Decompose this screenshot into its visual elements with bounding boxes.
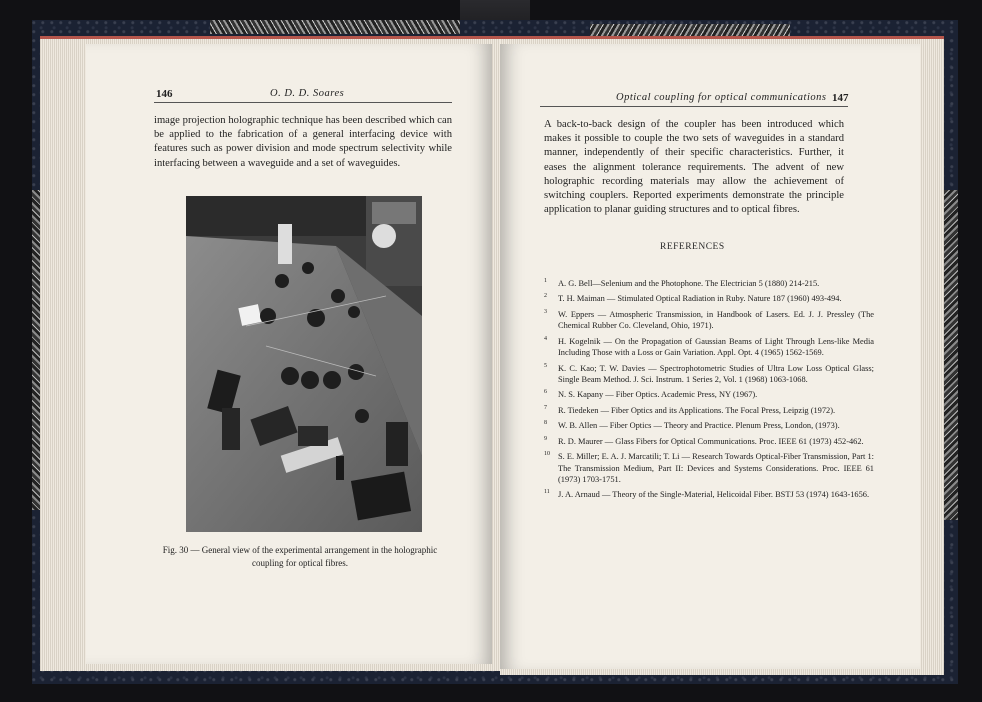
reference-text: K. C. Kao; T. W. Davies — Spectrophotometric Studies of Ultra Low Loss Optical Glass; Single Beam Method. J. Sci. Instrum. 1 Series 2, Vol. 1 (1968) 1063-1068.	[558, 363, 874, 384]
left-paragraph: image projection holographic technique has been described which can be applied to the fabrication of a general interfacing device with features such as power division and mode spectrum selectivity while interfacing between a waveguide and a set of waveguides.	[154, 115, 452, 169]
right-page	[500, 44, 920, 669]
experiment-photo	[186, 196, 422, 532]
marbled-cover-top-right	[590, 24, 790, 36]
reference-number: 2	[544, 293, 547, 300]
reference-item	[544, 436, 874, 447]
reference-number: 7	[544, 404, 547, 411]
reference-item	[544, 309, 874, 332]
reference-number: 8	[544, 420, 547, 427]
reference-number: 11	[544, 489, 550, 496]
right-running-head: Optical coupling for optical communications	[616, 92, 827, 103]
experiment-photo-drawing	[186, 196, 422, 532]
reference-number: 4	[544, 335, 547, 342]
caption-line-2: coupling for optical fibres.	[252, 557, 348, 568]
reference-item	[544, 451, 874, 485]
reference-item	[544, 420, 874, 431]
reference-number: 9	[544, 435, 547, 442]
right-paragraph: A back-to-back design of the coupler has been introduced which makes it possible to couple the two sets of waveguides in a standard manner, independently of their specific characteristics. Further, it eases the alignment tolerance requirements. The advent of new holographic recording materials may allow the achievement of switching couplers. Reported experiments demonstrate the principle application to planar guiding structures and to optical fibres.	[544, 119, 844, 216]
right-page-number: 147	[832, 92, 849, 104]
figure-caption	[150, 544, 450, 569]
reference-text: W. B. Allen — Fiber Optics — Theory and Practice. Plenum Press, London, (1973).	[558, 421, 840, 431]
reference-item	[544, 363, 874, 386]
reference-text: A. G. Bell—Selenium and the Photophone. The Electrician 5 (1880) 214-215.	[558, 279, 820, 288]
reference-number: 5	[544, 362, 547, 369]
reference-text: R. D. Maurer — Glass Fibers for Optical Communications. Proc. IEEE 61 (1973) 452-462.	[558, 436, 864, 446]
left-running-head: O. D. D. Soares	[270, 88, 345, 99]
reference-number: 6	[544, 389, 547, 396]
marbled-cover-right	[944, 190, 958, 520]
left-page-number: 146	[156, 88, 173, 100]
reference-item	[544, 336, 874, 359]
caption-line-1: Fig. 30 — General view of the experimental arrangement in the holographic	[162, 545, 438, 555]
reference-text: W. Eppers — Atmospheric Transmission, in Handbook of Lasers. Ed. J. J. Pressley (The Chemical Rubber Co. Cleveland, Ohio, 1971).	[558, 309, 874, 331]
reference-item	[544, 405, 874, 416]
reference-item	[544, 293, 874, 304]
left-page	[86, 44, 492, 664]
reference-text: S. E. Miller; E. A. J. Marcatili; T. Li — Research Towards Optical-Fiber Transmission, Part 1: The Transmission Medium, Part II: Devices and Systems Considerations. Proc. IEEE 61 (1973) 1703-1751.	[558, 452, 874, 484]
reference-number: 3	[544, 308, 547, 315]
right-header-rule	[540, 106, 848, 107]
references-heading: REFERENCES	[660, 242, 725, 252]
reference-text: T. H. Maiman — Stimulated Optical Radiation in Ruby. Nature 187 (1960) 493-494.	[558, 294, 842, 304]
marbled-cover-top-left	[210, 20, 460, 34]
reference-text: N. S. Kapany — Fiber Optics. Academic Press, NY (1967).	[558, 390, 758, 400]
reference-text: J. A. Arnaud — Theory of the Single-Material, Helicoidal Fiber. BSTJ 53 (1974) 1643-1656.	[558, 490, 870, 500]
reference-number: 1	[544, 278, 547, 284]
reference-item	[544, 278, 874, 289]
reference-text: H. Kogelnik — On the Propagation of Gaussian Beams of Light Through Lens-like Media Including Those with a Loss or Gain Variation. Appl. Opt. 4 (1965) 1562-1569.	[558, 336, 874, 358]
references-list	[544, 278, 874, 505]
reference-item	[544, 389, 874, 400]
reference-number: 10	[544, 451, 550, 458]
left-header-rule	[154, 102, 452, 103]
reference-item	[544, 489, 874, 500]
reference-text: R. Tiedeken — Fiber Optics and its Applications. The Focal Press, Leipzig (1972).	[558, 405, 836, 415]
